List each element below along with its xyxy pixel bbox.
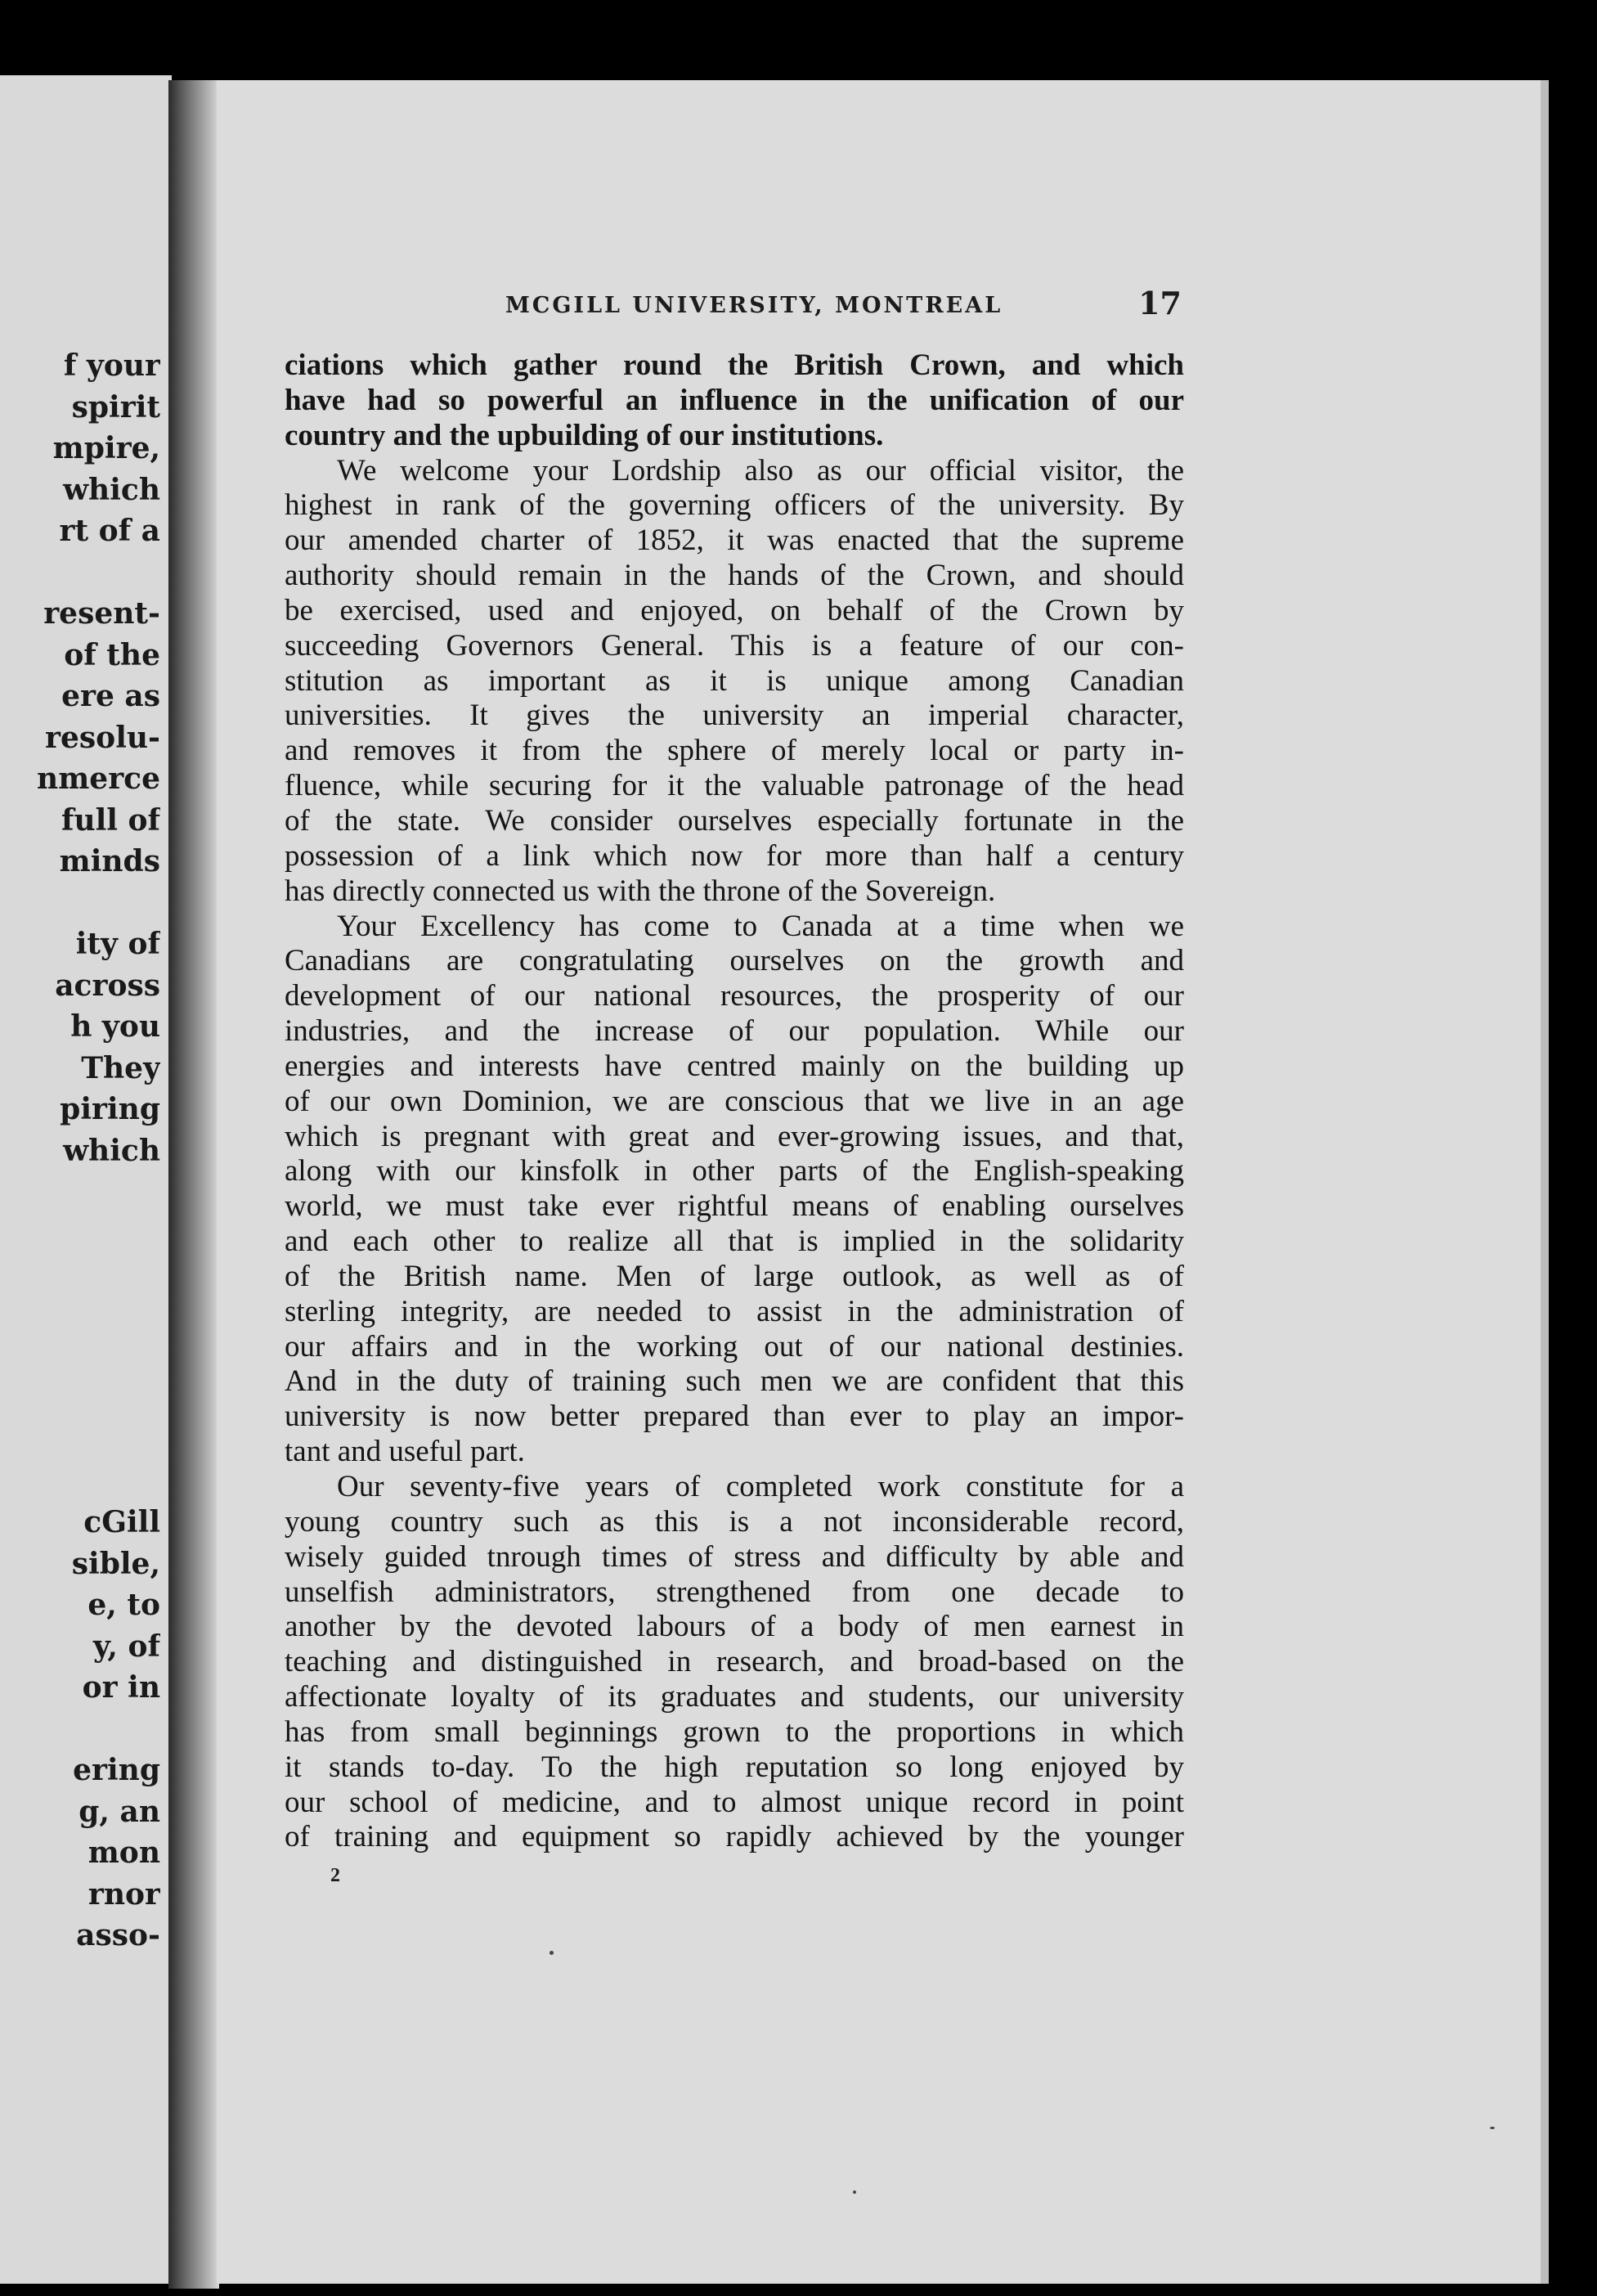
text-line: our amended charter of 1852, it was enacted that the supreme <box>285 523 1184 558</box>
text-line: Canadians are congratulating ourselves on the growth and <box>285 944 1184 978</box>
facing-page-fragment: f your <box>63 348 160 383</box>
dust-speck <box>853 2190 856 2194</box>
page-edge <box>1541 80 1549 2284</box>
text-line: which is pregnant with great and ever-growing issues, and that, <box>285 1119 1184 1153</box>
facing-page-fragment: sible, <box>71 1546 160 1581</box>
text-line: ciations which gather round the British Crown, and which <box>285 348 1184 382</box>
text-line: energies and interests have centred mainly on the building up <box>285 1049 1184 1083</box>
text-line: of our own Dominion, we are conscious that we live in an age <box>285 1084 1184 1118</box>
text-line: our school of medicine, and to almost unique record in point <box>285 1785 1184 1819</box>
facing-page-fragment: ere as <box>61 679 160 713</box>
text-line: our affairs and in the working out of our national destinies. <box>285 1329 1184 1364</box>
text-line: has from small beginnings grown to the proportions in which <box>285 1714 1184 1749</box>
running-head: MCGILL UNIVERSITY, MONTREAL <box>505 293 1003 318</box>
text-line: stitution as important as it is unique among Canadian <box>285 663 1184 698</box>
text-line: industries, and the increase of our population. While our <box>285 1014 1184 1049</box>
facing-page-fragment: minds <box>59 844 160 878</box>
text-line: another by the devoted labours of a body of men earnest in <box>285 1610 1184 1644</box>
text-line: And in the duty of training such men we are confident that this <box>285 1364 1184 1399</box>
text-line: development of our national resources, the prosperity of our <box>285 979 1184 1013</box>
text-line: succeeding Governors General. This is a feature of our con- <box>285 628 1184 663</box>
text-line: and each other to realize all that is implied in the solidarity <box>285 1224 1184 1259</box>
signature-mark: 2 <box>330 1865 340 1886</box>
facing-page-fragment: mon <box>87 1835 160 1870</box>
facing-page-fragment: y, of <box>92 1629 160 1664</box>
facing-page-fragment: or in <box>82 1670 160 1705</box>
text-line: university is now better prepared than ever to play an impor- <box>285 1400 1184 1434</box>
text-line: young country such as this is a not inconsiderable record, <box>285 1504 1184 1539</box>
text-line: and removes it from the sphere of merely local or party in- <box>285 734 1184 768</box>
facing-page-fragment: piring <box>60 1092 160 1126</box>
facing-page-fragment: rt of a <box>59 514 160 548</box>
facing-page-fragment: full of <box>61 802 160 838</box>
facing-page-fragment: ity of <box>75 927 160 961</box>
text-line: authority should remain in the hands of the Crown, and should <box>285 559 1184 593</box>
text-line: possession of a link which now for more than half a century <box>285 838 1184 873</box>
text-line: Our seventy-five years of completed work constitute for a <box>337 1470 1184 1503</box>
text-line: has directly connected us with the throne of the Sovereign. <box>285 874 996 908</box>
text-line: We welcome your Lordship also as our official visitor, the <box>337 453 1184 488</box>
text-line: of the British name. Men of large outlook, as well as of <box>285 1259 1184 1293</box>
text-line: wisely guided tnrough times of stress and difficulty by able and <box>285 1539 1184 1574</box>
facing-page-fragment: asso- <box>76 1918 160 1952</box>
dust-speck <box>550 1951 554 1955</box>
facing-page-fragment: which <box>63 472 160 507</box>
facing-page-fragment: e, to <box>87 1588 160 1622</box>
text-line: have had so powerful an influence in the unification of our <box>285 383 1184 417</box>
text-line: of training and equipment so rapidly achieved by the younger <box>285 1820 1184 1854</box>
book-gutter <box>168 80 219 2289</box>
facing-page-fragment: across <box>55 968 160 1003</box>
facing-page-text <box>0 75 160 1973</box>
facing-page-fragment: of the <box>64 637 160 672</box>
facing-page-fragment: mpire, <box>52 431 160 465</box>
text-line: highest in rank of the governing officers of the university. By <box>285 488 1184 523</box>
facing-page-fragment: nmerce <box>37 762 160 796</box>
facing-page <box>0 75 172 2284</box>
text-line: it stands to-day. To the high reputation so long enjoyed by <box>285 1750 1184 1784</box>
facing-page-fragment: They <box>81 1050 160 1085</box>
text-line: tant and useful part. <box>285 1435 525 1469</box>
facing-page-fragment: resolu- <box>45 720 160 755</box>
text-line: sterling integrity, are needed to assist in the administration of <box>285 1294 1184 1328</box>
text-line: teaching and distinguished in research, and broad-based on the <box>285 1645 1184 1679</box>
page-header <box>286 285 1182 329</box>
text-line: of the state. We consider ourselves especially fortunate in the <box>285 803 1184 838</box>
facing-page-fragment: ering <box>73 1753 160 1787</box>
facing-page-fragment: resent- <box>43 596 160 631</box>
text-line: universities. It gives the university an imperial character, <box>285 699 1184 733</box>
text-line: world, we must take ever rightful means of enabling ourselves <box>285 1189 1184 1224</box>
dust-speck <box>1490 2127 1495 2129</box>
text-line: along with our kinsfolk in other parts of the English-speaking <box>285 1154 1184 1188</box>
facing-page-fragment: spirit <box>71 389 160 425</box>
facing-page-fragment: cGill <box>83 1505 160 1539</box>
facing-page-fragment: h you <box>70 1009 160 1044</box>
text-line: country and the upbuilding of our institutions. <box>285 418 884 452</box>
text-line: be exercised, used and enjoyed, on behalf of the Crown by <box>285 593 1184 627</box>
text-line: affectionate loyalty of its graduates and students, our university <box>285 1680 1184 1714</box>
text-line: Your Excellency has come to Canada at a time when we <box>337 909 1184 943</box>
text-line: unselfish administrators, strengthened from one decade to <box>285 1575 1184 1609</box>
facing-page-fragment: g, an <box>79 1794 160 1829</box>
text-line: fluence, while securing for it the valuable patronage of the head <box>285 769 1184 803</box>
facing-page-fragment: rnor <box>87 1876 160 1912</box>
facing-page-fragment: which <box>63 1133 160 1168</box>
page-number: 17 <box>1138 285 1182 321</box>
body-text <box>285 348 1184 1855</box>
